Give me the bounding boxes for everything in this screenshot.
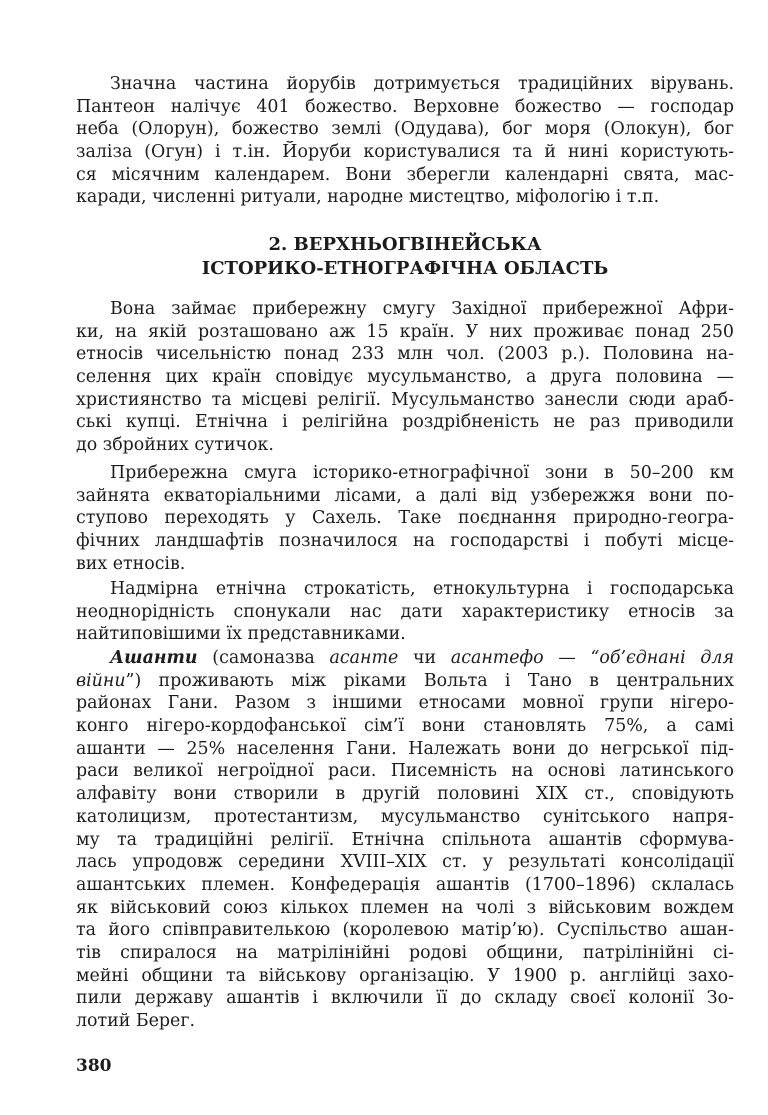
text-line: ські купці. Етнічна і релігійна роздрібненість не раз приводили [76, 412, 734, 433]
text-line: неба (Олорун), божество землі (Одудава), бог моря (Олокун), бог [76, 119, 734, 140]
text-line: ашантських племен. Конфедерація ашантів (1700–1896) склалась [76, 874, 734, 895]
text-line: районах Гани. Разом з іншими етносами мовної групи нігеро- [76, 693, 734, 714]
text-line: раси великої негроїдної раси. Писемність на основі латинського [76, 761, 734, 782]
text-line: до збройних сутичок. [76, 435, 274, 456]
text-line: му та традиційні релігії. Етнічна спільнота ашантів сформува- [76, 829, 734, 850]
text-line: мейні общини та військову організацію. У 1900 р. англійці захо- [76, 965, 734, 986]
text-line: ки, на якій розташовано аж 15 країн. У них проживає понад 250 [76, 321, 734, 342]
self-name-term: асанте [329, 648, 399, 668]
translation-term: війни [76, 670, 126, 691]
page-number: 380 [76, 1056, 112, 1076]
text-run: — [543, 648, 591, 668]
text-line: Прибережна смуга історико-етнографічної зони в 50–200 км [110, 463, 734, 483]
text-line: заліза (Огун) і т.ін. Йоруби користувалися та й нині користують- [76, 142, 734, 163]
text-line: Надмірна етнічна строкатість, етнокультурна і господарська [110, 579, 734, 599]
text-line: Пантеон налічує 401 божество. Верховне божество — господар [76, 96, 734, 117]
text-line: селення цих країн сповідує мусульманство, а друга половина — [76, 367, 734, 388]
text-line: Значна частина йорубів дотримується традиційних вірувань. [110, 74, 734, 94]
text-run: чи [398, 648, 451, 668]
section-heading-line: ІСТОРИКО-ЕТНОГРАФІЧНА ОБЛАСТЬ [201, 258, 609, 279]
text-line: етносів чисельністю понад 233 млн чол. (2003 р.). Половина на- [76, 344, 734, 365]
text-line: алфавіту вони створили в другій половині XIX ст., сповідують [76, 784, 734, 805]
section-heading-line: 2. ВЕРХНЬОГВІНЕЙСЬКА [268, 234, 542, 255]
text-run: (самоназва [197, 648, 330, 668]
text-line: вих етносів. [76, 553, 186, 574]
text-line: конго нігеро-кордофанської сім’ї вони становлять 75%, а самі [76, 716, 734, 737]
text-run: ”) проживають між ріками Вольта і Тано в центральних [125, 670, 734, 691]
text-line: ашанти — 25% населення Гани. Належать вони до негрської під- [76, 738, 734, 759]
text-line [76, 647, 734, 670]
text-line: тів спиралося на матрілінійні родові общини, патрілінійні сі- [76, 942, 734, 963]
text-line: як військовий союз кількох племен на чолі з військовим вождем [76, 897, 734, 918]
self-name-term: асантефо [450, 648, 544, 668]
paragraph-ashanti [76, 647, 734, 1033]
text-line: католицизм, протестантизм, мусульманство сунітського напря- [76, 806, 734, 827]
text-line: та його співправителькою (королевою матір’ю). Суспільство ашан- [76, 920, 734, 941]
text-line: фічних ландшафтів позначилося на господарстві і побуті місце- [76, 531, 734, 552]
paragraph-coastal-zone [76, 462, 734, 575]
text-line: лотий Берег. [76, 1011, 195, 1031]
text-line: ся місячним календарем. Вони зберегли календарні свята, мас- [76, 164, 734, 185]
text-line: найтиповішими їх представниками. [76, 624, 406, 645]
text-line: ступово переходять у Сахель. Таке поєднання природно-геогра- [76, 508, 734, 529]
paragraph-yoruba-beliefs [76, 73, 734, 209]
text-line: християнство та місцеві релігії. Мусульманство занесли сюди араб- [76, 389, 734, 410]
paragraph-region-overview [76, 298, 734, 457]
translation-term: “об’єднані для [590, 648, 734, 668]
paragraph-ethnic-diversity [76, 578, 734, 646]
text-line: лась упродовж середини XVIII–XIX ст. у результаті консолідації [76, 852, 734, 873]
ethnonym-term: Ашанти [110, 648, 198, 668]
text-line: зайнята екваторіальними лісами, а далі від узбережжя вони по- [76, 485, 734, 506]
text-line: пили державу ашантів і включили її до складу своєї колонії Зо- [76, 988, 734, 1009]
text-line: неоднорідність спонукали нас дати характеристику етносів за [76, 601, 734, 622]
text-line: Вона займає прибережну смугу Західної прибережної Афри- [110, 299, 734, 319]
text-line [76, 670, 734, 693]
section-heading [76, 233, 734, 281]
text-line: каради, численні ритуали, народне мистецтво, міфологію і т.п. [76, 187, 660, 208]
